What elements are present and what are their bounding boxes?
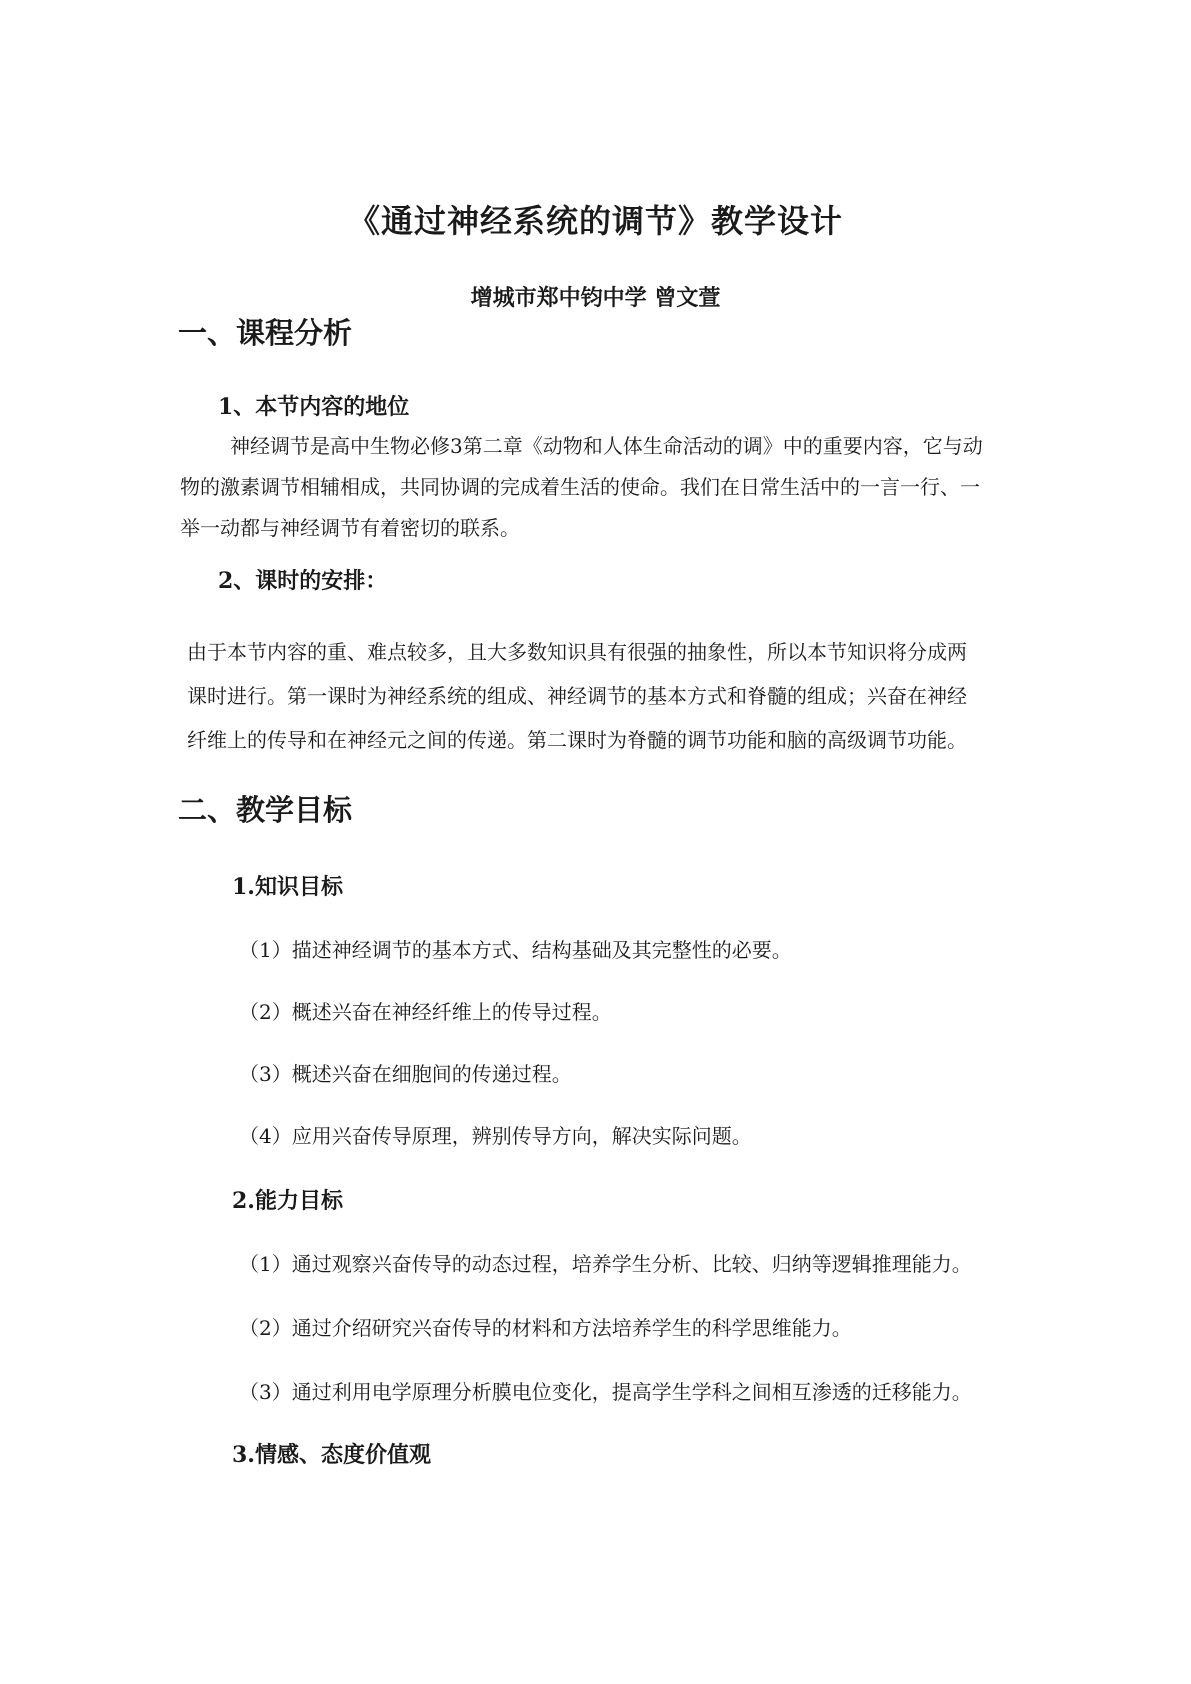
knowledge-goal-item: （3）概述兴奋在细胞间的传递过程。 bbox=[239, 1062, 572, 1086]
ability-goals-heading: 2.能力目标 bbox=[232, 1188, 343, 1214]
section2-heading: 二、教学目标 bbox=[178, 793, 353, 827]
ability-goal-item: （1）通过观察兴奋传导的动态过程，培养学生分析、比较、归纳等逻辑推理能力。 bbox=[239, 1252, 972, 1276]
emotion-goals-heading: 3.情感、态度价值观 bbox=[232, 1442, 431, 1468]
section1-sub1-paragraph bbox=[180, 426, 1020, 549]
ability-goal-item: （2）通过介绍研究兴奋传导的材料和方法培养学生的科学思维能力。 bbox=[239, 1316, 852, 1340]
document-title: 《通过神经系统的调节》教学设计 bbox=[347, 202, 843, 240]
paragraph-line: 由于本节内容的重、难点较多，且大多数知识具有很强的抽象性，所以本节知识将分成两 bbox=[187, 640, 967, 664]
paragraph-line: 物的激素调节相辅相成，共同协调的完成着生活的使命。我们在日常生活中的一言一行、一 bbox=[180, 475, 980, 499]
section1-sub2-paragraph bbox=[187, 630, 1027, 762]
knowledge-goal-item: （2）概述兴奋在神经纤维上的传导过程。 bbox=[239, 1000, 612, 1024]
knowledge-goal-item: （1）描述神经调节的基本方式、结构基础及其完整性的必要。 bbox=[239, 938, 792, 962]
knowledge-goal-item: （4）应用兴奋传导原理，辨别传导方向，解决实际问题。 bbox=[239, 1124, 752, 1148]
paragraph-line: 举一动都与神经调节有着密切的联系。 bbox=[180, 516, 520, 540]
section1-sub2-heading: 2、课时的安排： bbox=[218, 568, 388, 594]
paragraph-line: 课时进行。第一课时为神经系统的组成、神经调节的基本方式和脊髓的组成；兴奋在神经 bbox=[187, 684, 967, 708]
paragraph-line: 纤维上的传导和在神经元之间的传递。第二课时为脊髓的调节功能和脑的高级调节功能。 bbox=[187, 728, 967, 752]
ability-goal-item: （3）通过利用电学原理分析膜电位变化，提高学生学科之间相互渗透的迁移能力。 bbox=[239, 1380, 972, 1404]
section1-heading: 一、课程分析 bbox=[178, 316, 353, 350]
section1-sub1-heading: 1、本节内容的地位 bbox=[218, 394, 410, 420]
paragraph-line: 神经调节是高中生物必修3第二章《动物和人体生命活动的调》中的重要内容，它与动 bbox=[230, 434, 983, 458]
knowledge-goals-heading: 1.知识目标 bbox=[232, 874, 343, 900]
author-line: 增城市郑中钧中学 曾文萱 bbox=[470, 285, 721, 311]
